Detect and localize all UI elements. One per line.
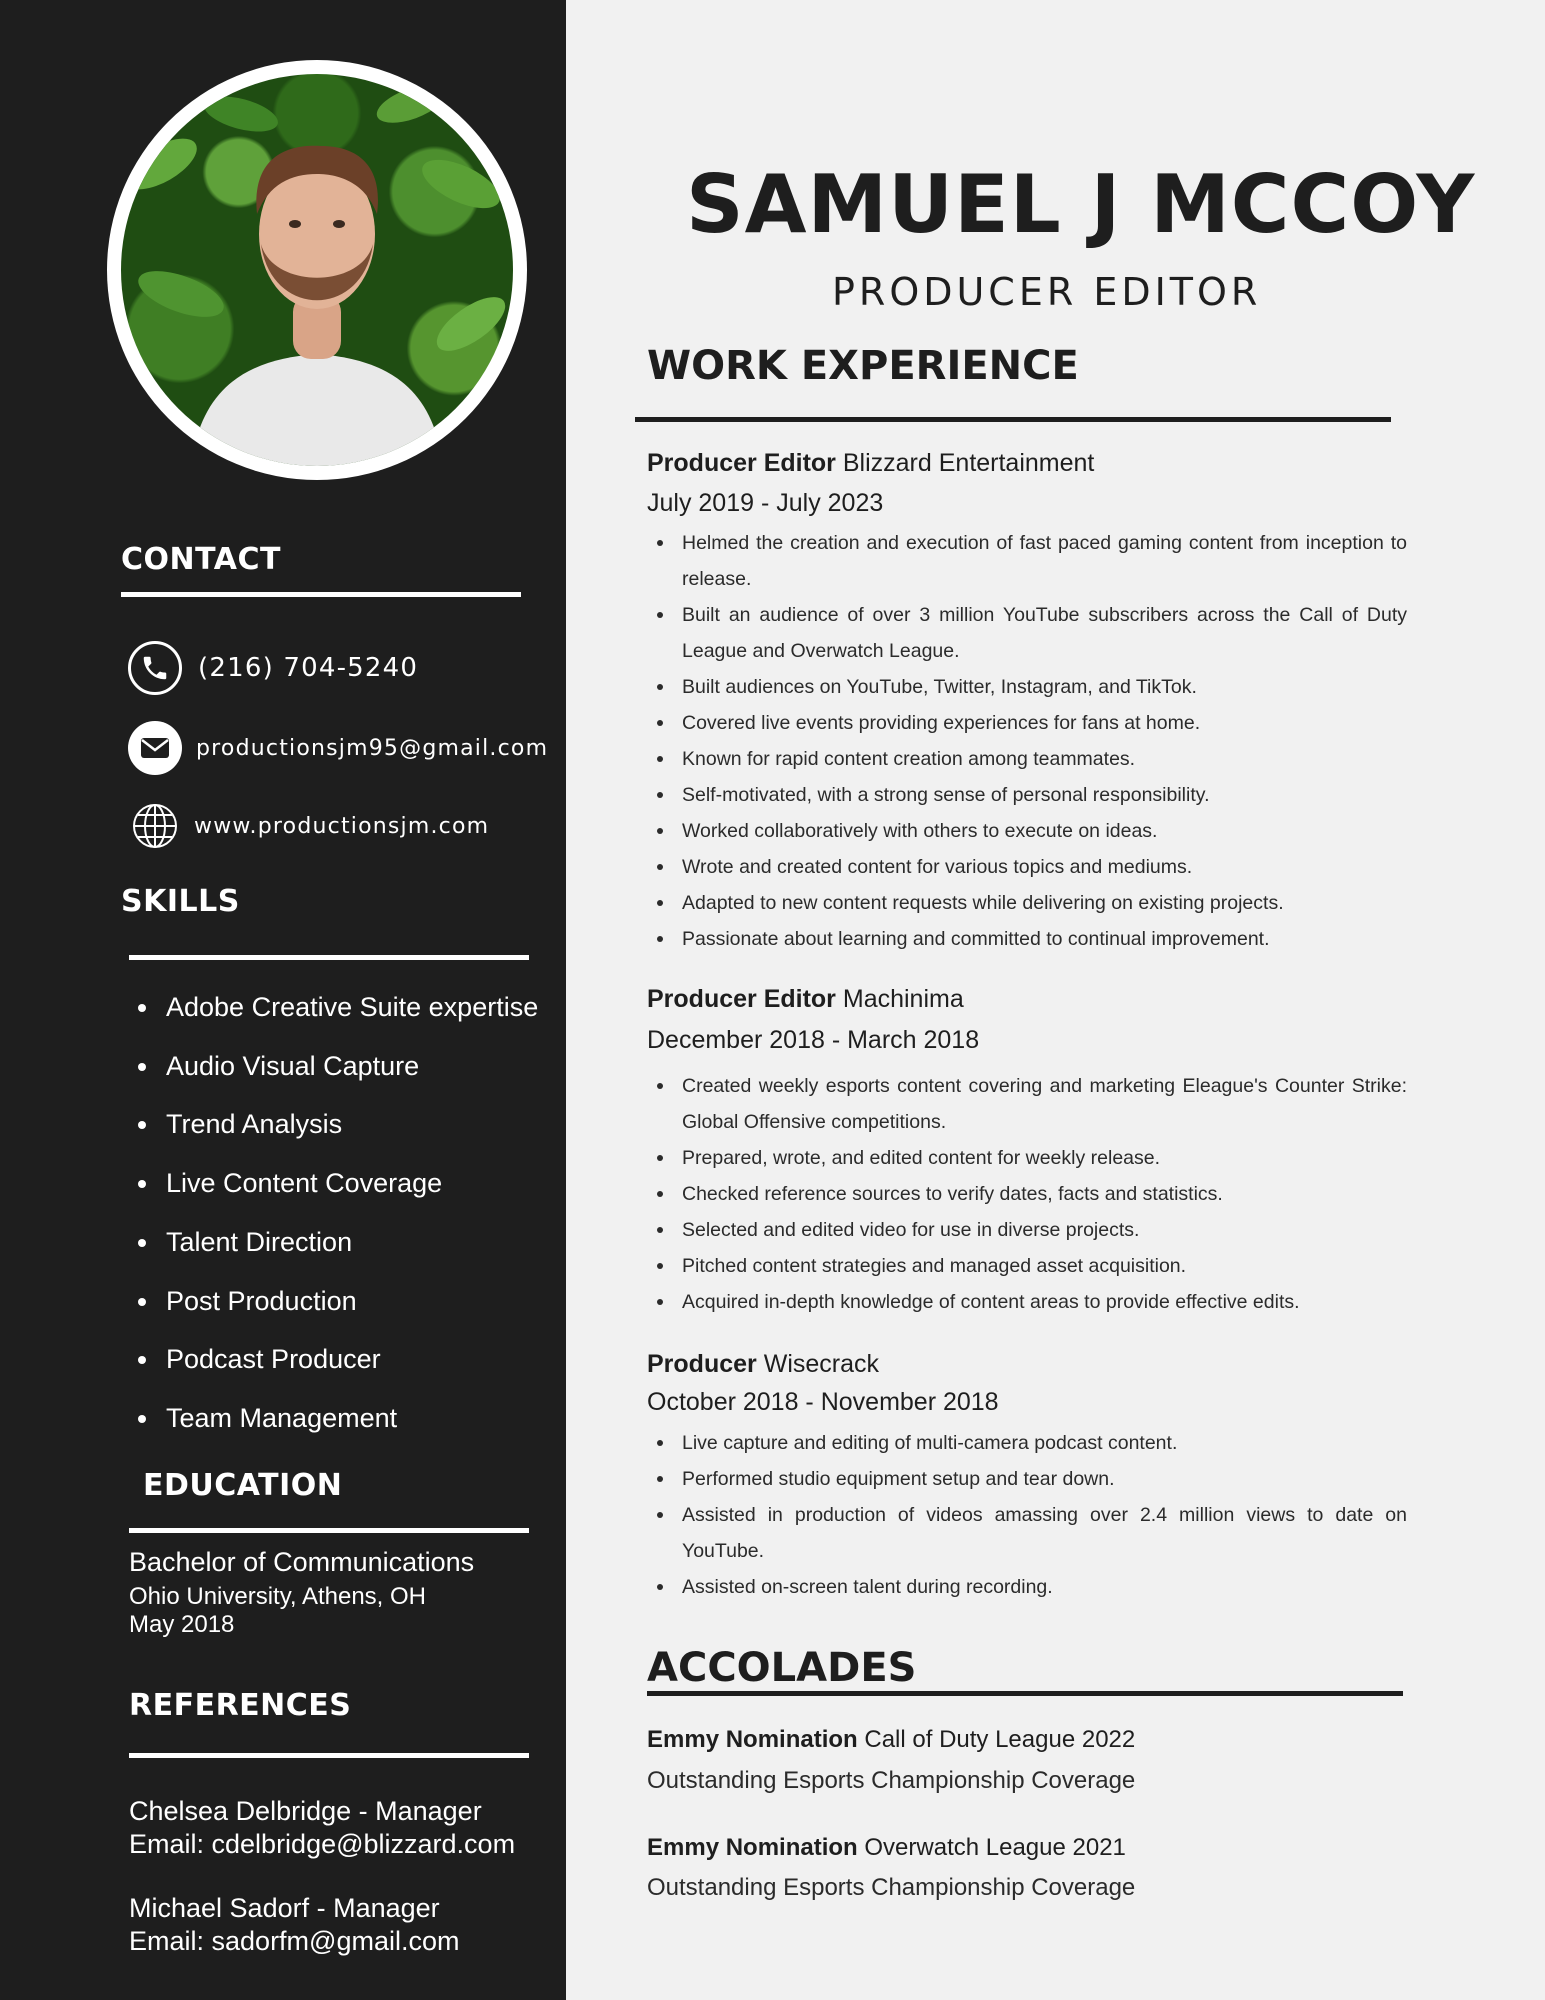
email-address[interactable]: productionsjm95@gmail.com [196, 735, 549, 761]
job-2-role: Producer Editor [647, 985, 836, 1013]
globe-icon [128, 799, 182, 853]
phone-number[interactable]: (216) 704-5240 [198, 653, 419, 683]
accolade-1-event: Call of Duty League 2022 [864, 1726, 1136, 1753]
job-bullet: Known for rapid content creation among teammates. [647, 741, 1407, 777]
reference-2-email[interactable]: Email: sadorfm@gmail.com [129, 1926, 460, 1956]
job-bullet: Live capture and editing of multi-camera podcast content. [647, 1425, 1407, 1461]
skill-item: Audio Visual Capture [130, 1037, 538, 1096]
references-divider [129, 1753, 529, 1758]
accolade-1-award: Emmy Nomination [647, 1726, 858, 1753]
portrait-illustration [121, 74, 513, 466]
mail-icon [128, 721, 182, 775]
job-1-role: Producer Editor [647, 449, 836, 477]
job-2-company: Machinima [842, 985, 964, 1013]
candidate-title: PRODUCER EDITOR [832, 270, 1262, 314]
skills-heading: SKILLS [121, 884, 240, 919]
website-url[interactable]: www.productionsjm.com [194, 813, 490, 839]
accolade-2-title [647, 1834, 1126, 1862]
job-3-bullets [647, 1425, 1407, 1605]
job-bullet: Built an audience of over 3 million YouTube subscribers across the Call of Duty League and Overwatch League. [647, 597, 1407, 669]
accolade-1-title [647, 1726, 1135, 1754]
job-1-dates: July 2019 - July 2023 [647, 489, 884, 517]
accolade-1-category: Outstanding Esports Championship Coverage [647, 1767, 1136, 1794]
job-bullet: Covered live events providing experiences for fans at home. [647, 705, 1407, 741]
job-2-dates: December 2018 - March 2018 [647, 1026, 980, 1054]
education-school: Ohio University, Athens, OH [129, 1583, 426, 1610]
reference-2-name: Michael Sadorf - Manager [129, 1893, 440, 1923]
job-bullet: Assisted on-screen talent during recording. [647, 1569, 1407, 1605]
job-bullet: Wrote and created content for various topics and mediums. [647, 849, 1407, 885]
accolade-2-event: Overwatch League 2021 [864, 1834, 1126, 1861]
job-bullet: Pitched content strategies and managed asset acquisition. [647, 1248, 1407, 1284]
education-degree: Bachelor of Communications [129, 1547, 475, 1577]
job-bullet: Performed studio equipment setup and tear down. [647, 1461, 1407, 1497]
skill-item: Talent Direction [130, 1213, 538, 1272]
job-bullet: Worked collaboratively with others to execute on ideas. [647, 813, 1407, 849]
contact-heading: CONTACT [121, 542, 281, 577]
job-bullet: Adapted to new content requests while delivering on existing projects. [647, 885, 1407, 921]
contact-email-row [128, 721, 548, 775]
job-2-bullets [647, 1068, 1407, 1320]
skills-list [130, 978, 538, 1448]
job-bullet: Checked reference sources to verify dates, facts and statistics. [647, 1176, 1407, 1212]
job-bullet: Acquired in-depth knowledge of content areas to provide effective edits. [647, 1284, 1407, 1320]
contact-divider [121, 592, 521, 597]
job-1-bullets [647, 525, 1407, 957]
reference-1-name: Chelsea Delbridge - Manager [129, 1796, 482, 1826]
job-3-dates: October 2018 - November 2018 [647, 1388, 999, 1416]
contact-phone-row [128, 641, 418, 695]
job-bullet: Prepared, wrote, and edited content for weekly release. [647, 1140, 1407, 1176]
job-3-title [647, 1350, 879, 1379]
job-1-title [647, 449, 1094, 478]
reference-1-email[interactable]: Email: cdelbridge@blizzard.com [129, 1829, 516, 1859]
skill-item: Adobe Creative Suite expertise [130, 978, 538, 1037]
skill-item: Live Content Coverage [130, 1154, 538, 1213]
work-experience-heading: WORK EXPERIENCE [647, 343, 1079, 389]
job-2-title [647, 985, 964, 1014]
work-experience-divider [635, 417, 1391, 422]
accolade-2-category: Outstanding Esports Championship Coverage [647, 1874, 1136, 1901]
skill-item: Podcast Producer [130, 1330, 538, 1389]
skill-item: Trend Analysis [130, 1095, 538, 1154]
job-bullet: Self-motivated, with a strong sense of personal responsibility. [647, 777, 1407, 813]
job-bullet: Passionate about learning and committed to continual improvement. [647, 921, 1407, 957]
job-3-role: Producer [647, 1350, 757, 1378]
contact-website-row [128, 799, 489, 853]
accolades-heading: ACCOLADES [647, 1645, 917, 1691]
education-date: May 2018 [129, 1611, 235, 1638]
sidebar [0, 0, 566, 2000]
profile-photo [121, 74, 513, 466]
profile-photo-frame [107, 60, 527, 480]
phone-icon [128, 641, 182, 695]
job-1-company: Blizzard Entertainment [842, 449, 1095, 477]
job-3-company: Wisecrack [763, 1350, 880, 1378]
job-bullet: Created weekly esports content covering and marketing Eleague's Counter Strike: Global Offensive competitions. [647, 1068, 1407, 1140]
job-bullet: Helmed the creation and execution of fast paced gaming content from inception to release. [647, 525, 1407, 597]
job-bullet: Selected and edited video for use in diverse projects. [647, 1212, 1407, 1248]
skills-divider [129, 955, 529, 960]
skill-item: Team Management [130, 1389, 538, 1448]
references-heading: REFERENCES [129, 1688, 352, 1723]
education-heading: EDUCATION [143, 1468, 343, 1503]
education-divider [129, 1528, 529, 1533]
job-bullet: Assisted in production of videos amassing over 2.4 million views to date on YouTube. [647, 1497, 1407, 1569]
skill-item: Post Production [130, 1272, 538, 1331]
job-bullet: Built audiences on YouTube, Twitter, Instagram, and TikTok. [647, 669, 1407, 705]
candidate-name: SAMUEL J MCCOY [686, 158, 1476, 251]
accolade-2-award: Emmy Nomination [647, 1834, 858, 1861]
accolades-divider [647, 1691, 1403, 1696]
